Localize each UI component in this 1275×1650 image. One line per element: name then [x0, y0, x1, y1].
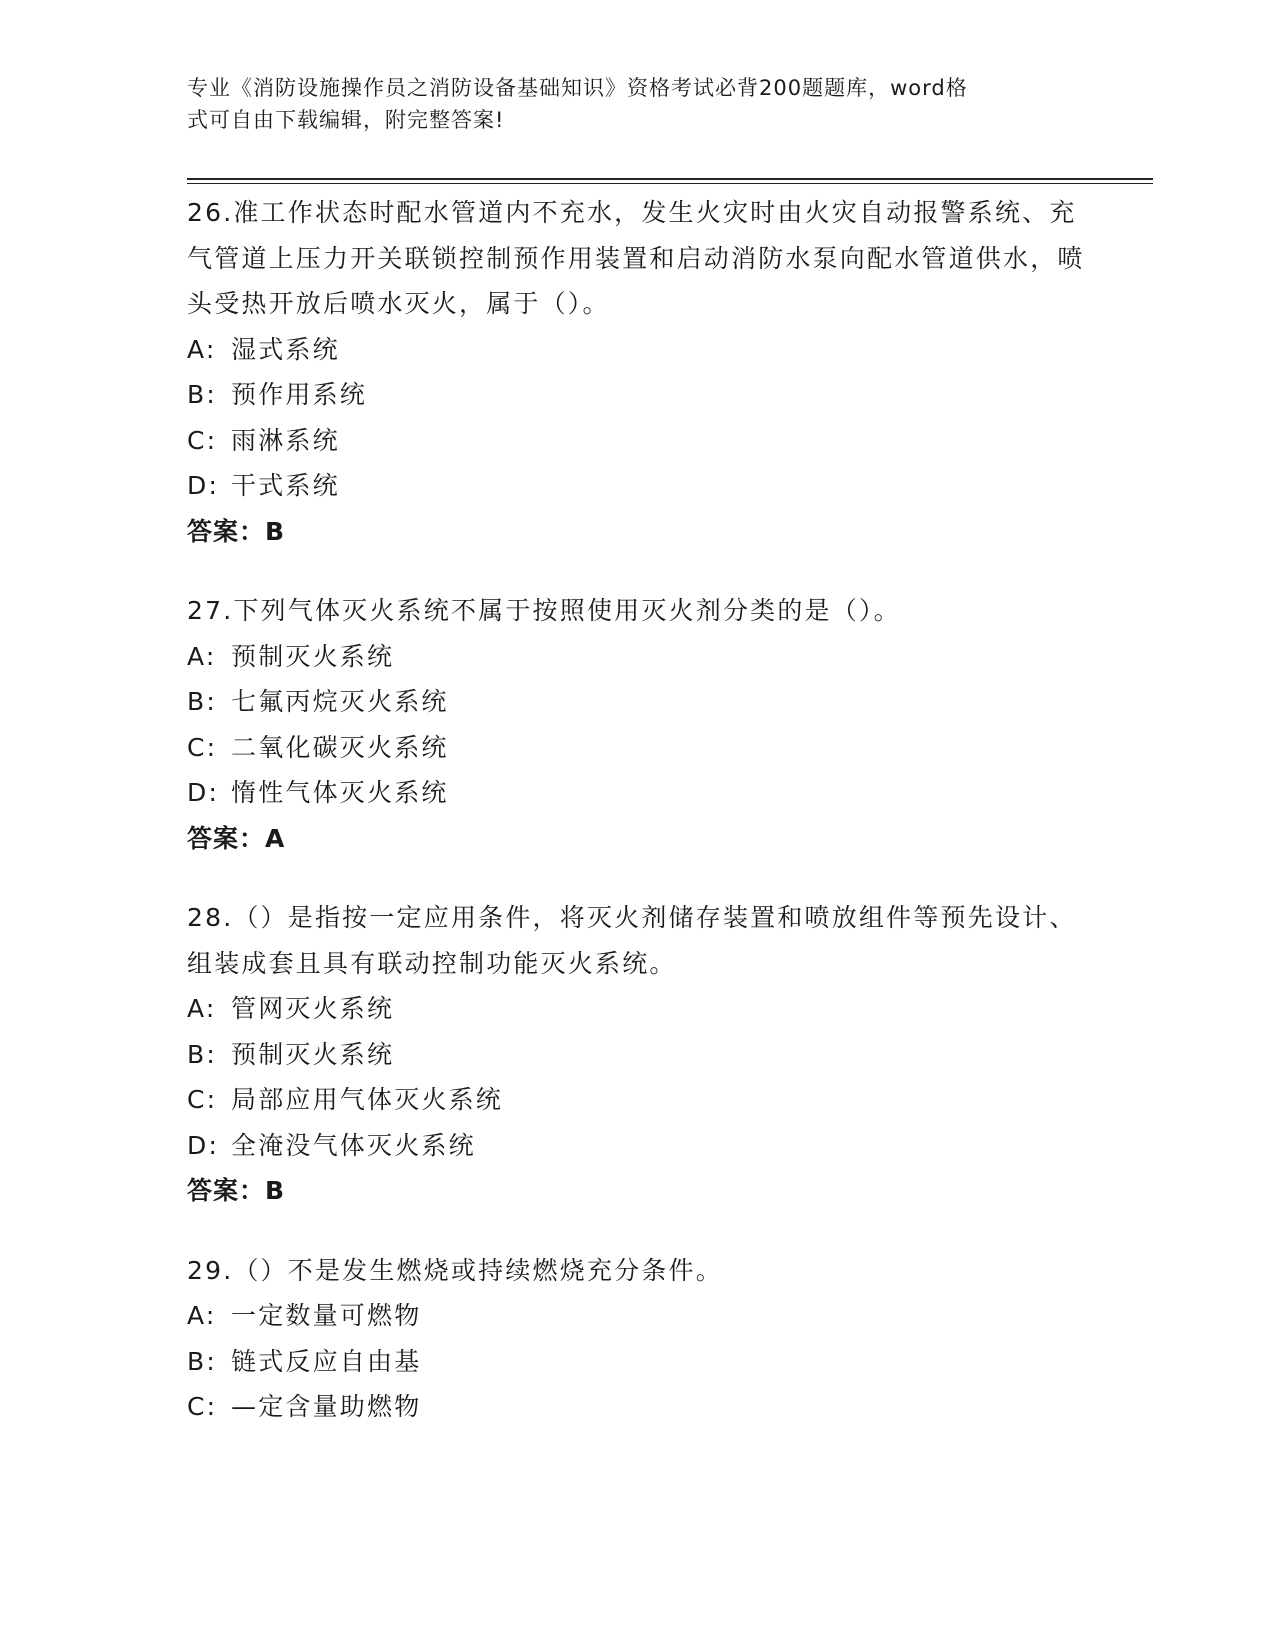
question-stem: 28.（）是指按一定应用条件，将灭火剂储存装置和喷放组件等预先设计、组装成套且具有联动控制功能灭火系统。 — [187, 903, 1077, 978]
option-a — [187, 986, 1087, 1032]
option-letter: A: — [187, 641, 217, 671]
option-letter: A: — [187, 334, 217, 364]
option-d — [187, 1123, 1087, 1169]
option-letter: B: — [187, 1039, 217, 1069]
option-text: 一定数量可燃物 — [231, 1301, 422, 1330]
option-b — [187, 1032, 1087, 1078]
option-letter: D: — [187, 778, 220, 807]
option-d — [187, 463, 1087, 509]
answer-line: 答案：B — [187, 1176, 286, 1205]
answer-line: 答案：B — [187, 516, 286, 546]
option-letter: D: — [187, 1130, 220, 1160]
question-26 — [187, 190, 1087, 554]
header-line-1: 专业《消防设施操作员之消防设备基础知识》资格考试必背200题题库，word格 — [187, 76, 968, 100]
option-letter: B: — [187, 687, 217, 716]
option-b — [187, 372, 1087, 418]
option-text: 局部应用气体灭火系统 — [231, 1085, 504, 1114]
option-b — [187, 679, 1087, 725]
option-letter: C: — [187, 1085, 218, 1114]
option-text: 管网灭火系统 — [231, 994, 395, 1023]
option-letter: D: — [187, 471, 220, 500]
option-a — [187, 327, 1087, 373]
option-text: 二氧化碳灭火系统 — [231, 732, 449, 762]
option-a — [187, 634, 1087, 680]
question-27 — [187, 588, 1087, 861]
option-c — [187, 1384, 1087, 1430]
option-text: 干式系统 — [231, 471, 340, 500]
option-text: 链式反应自由基 — [231, 1346, 422, 1376]
answer-line: 答案：A — [187, 823, 286, 853]
option-b — [187, 1339, 1087, 1385]
header-divider-thick — [187, 178, 1153, 180]
question-28 — [187, 895, 1087, 1214]
option-letter: C: — [187, 425, 218, 455]
option-text: 七氟丙烷灭火系统 — [231, 687, 449, 716]
option-letter: A: — [187, 994, 217, 1023]
option-c — [187, 1077, 1087, 1123]
question-stem: 26.准工作状态时配水管道内不充水，发生火灾时由火灾自动报警系统、充气管道上压力开关联锁控制预作用装置和启动消防水泵向配水管道供水，喷头受热开放后喷水灭火，属于（）。 — [187, 198, 1085, 318]
option-a — [187, 1293, 1087, 1339]
option-d — [187, 770, 1087, 816]
option-letter: A: — [187, 1301, 217, 1330]
option-text: 预作用系统 — [231, 380, 368, 409]
question-stem: 27.下列气体灭火系统不属于按照使用灭火剂分类的是（）。 — [187, 596, 901, 625]
option-c — [187, 725, 1087, 771]
option-text: —定含量助燃物 — [231, 1392, 422, 1421]
option-c — [187, 418, 1087, 464]
option-text: 全淹没气体灭火系统 — [231, 1130, 476, 1160]
option-text: 预制灭火系统 — [231, 641, 395, 671]
question-stem: 29.（）不是发生燃烧或持续燃烧充分条件。 — [187, 1255, 723, 1285]
option-letter: B: — [187, 380, 217, 409]
option-text: 湿式系统 — [231, 334, 340, 364]
header-divider-thin — [187, 183, 1153, 184]
document-header — [187, 72, 1067, 136]
question-29 — [187, 1248, 1087, 1430]
question-list — [187, 190, 1087, 1464]
header-line-2: 式可自由下载编辑，附完整答案! — [187, 108, 505, 132]
option-letter: B: — [187, 1346, 217, 1376]
option-letter: C: — [187, 732, 218, 762]
option-text: 预制灭火系统 — [231, 1039, 395, 1069]
option-text: 雨淋系统 — [231, 425, 340, 455]
option-letter: C: — [187, 1392, 218, 1421]
option-text: 惰性气体灭火系统 — [231, 778, 449, 807]
